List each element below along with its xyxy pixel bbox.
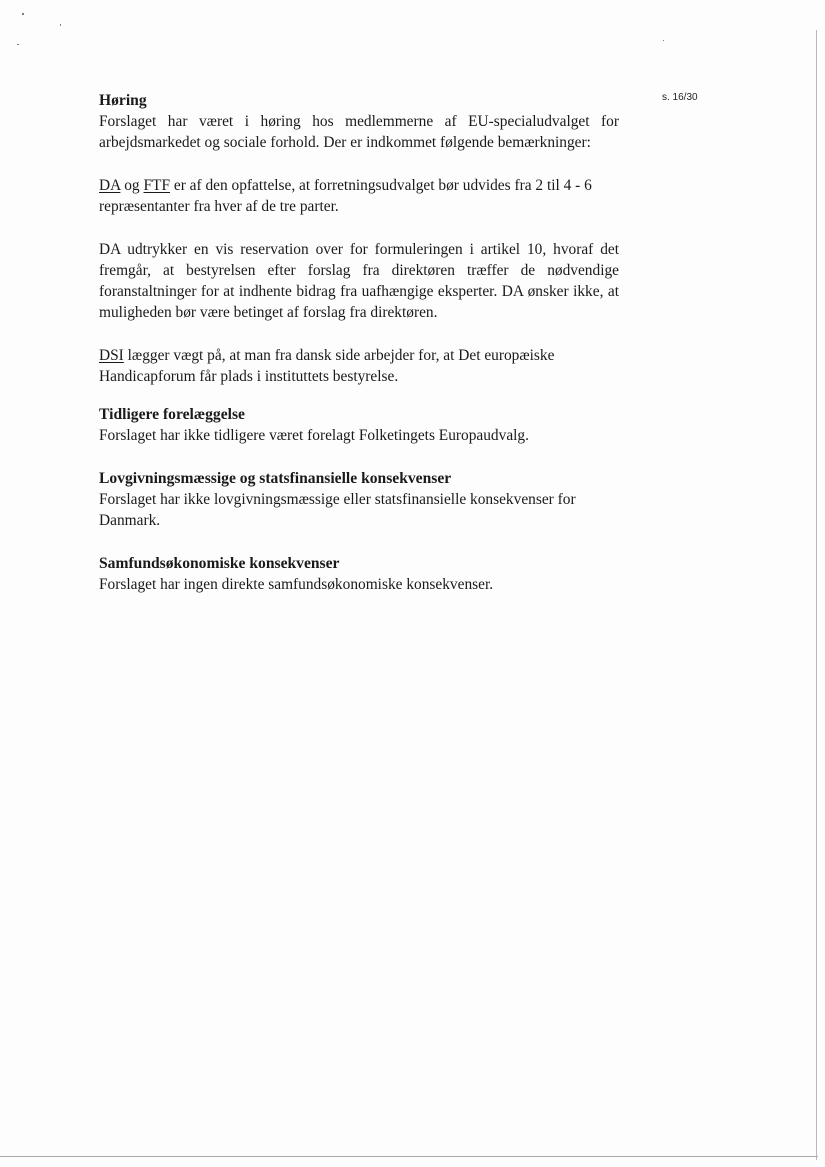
org-dsi: DSI <box>99 347 124 364</box>
paragraph-dsi-text: lægger vægt på, at man fra dansk side arbejder for, at Det europæiske Handicapforum får plads i instituttets bestyrelse. <box>99 347 555 385</box>
scan-speck <box>22 13 24 15</box>
paragraph-da-ftf <box>99 175 619 217</box>
section-heading-hoering: Høring <box>99 92 147 109</box>
section-samfund <box>99 553 619 595</box>
paragraph-samfund: Forslaget har ingen direkte samfundsøkonomiske konsekvenser. <box>99 576 494 593</box>
section-heading-lovgivning: Lovgivningsmæssige og statsfinansielle konsekvenser <box>99 470 452 487</box>
org-ftf: FTF <box>143 177 171 194</box>
scan-speck <box>17 44 19 45</box>
paragraph-da-reservation: DA udtrykker en vis reservation over for formuleringen i artikel 10, hvoraf det fremgår, at bestyrelsen efter forslag fra direktøren træffer de nødvendige foranstaltninger for at indhente bidrag fra uafhængige eksperter. DA ønsker ikke, at muligheden bør være betinget af forslag fra direktøren. <box>99 241 619 321</box>
scan-speck <box>663 40 664 41</box>
scan-edge-bottom <box>0 1156 818 1157</box>
section-hoering <box>99 90 619 387</box>
section-tidligere <box>99 404 619 446</box>
paragraph-dsi <box>99 345 619 387</box>
section-heading-samfund: Samfundsøkonomiske konsekvenser <box>99 555 340 572</box>
connector-og: og <box>120 177 144 194</box>
paragraph-tidligere: Forslaget har ikke tidligere været forelagt Folketingets Europaudvalg. <box>99 427 529 444</box>
section-lovgivning <box>99 468 619 531</box>
document-body <box>99 90 619 595</box>
paragraph-da-ftf-text: er af den opfattelse, at forretningsudvalget bør udvides fra 2 til 4 - 6 repræsentanter fra hver af de tre parter. <box>99 177 592 215</box>
org-da: DA <box>99 177 121 194</box>
paragraph-lovgivning: Forslaget har ikke lovgivningsmæssige eller statsfinansielle konsekvenser for Danmark. <box>99 491 576 529</box>
scan-speck <box>60 24 61 26</box>
paragraph-hoering-intro: Forslaget har været i høring hos medlemmerne af EU-specialudvalget for arbejdsmarkedet og sociale forhold. Der er indkommet følgende bemærkninger: <box>99 113 619 151</box>
page-number: s. 16/30 <box>662 92 698 103</box>
section-heading-tidligere: Tidligere forelæggelse <box>99 406 245 423</box>
scan-edge-right <box>816 30 817 1160</box>
